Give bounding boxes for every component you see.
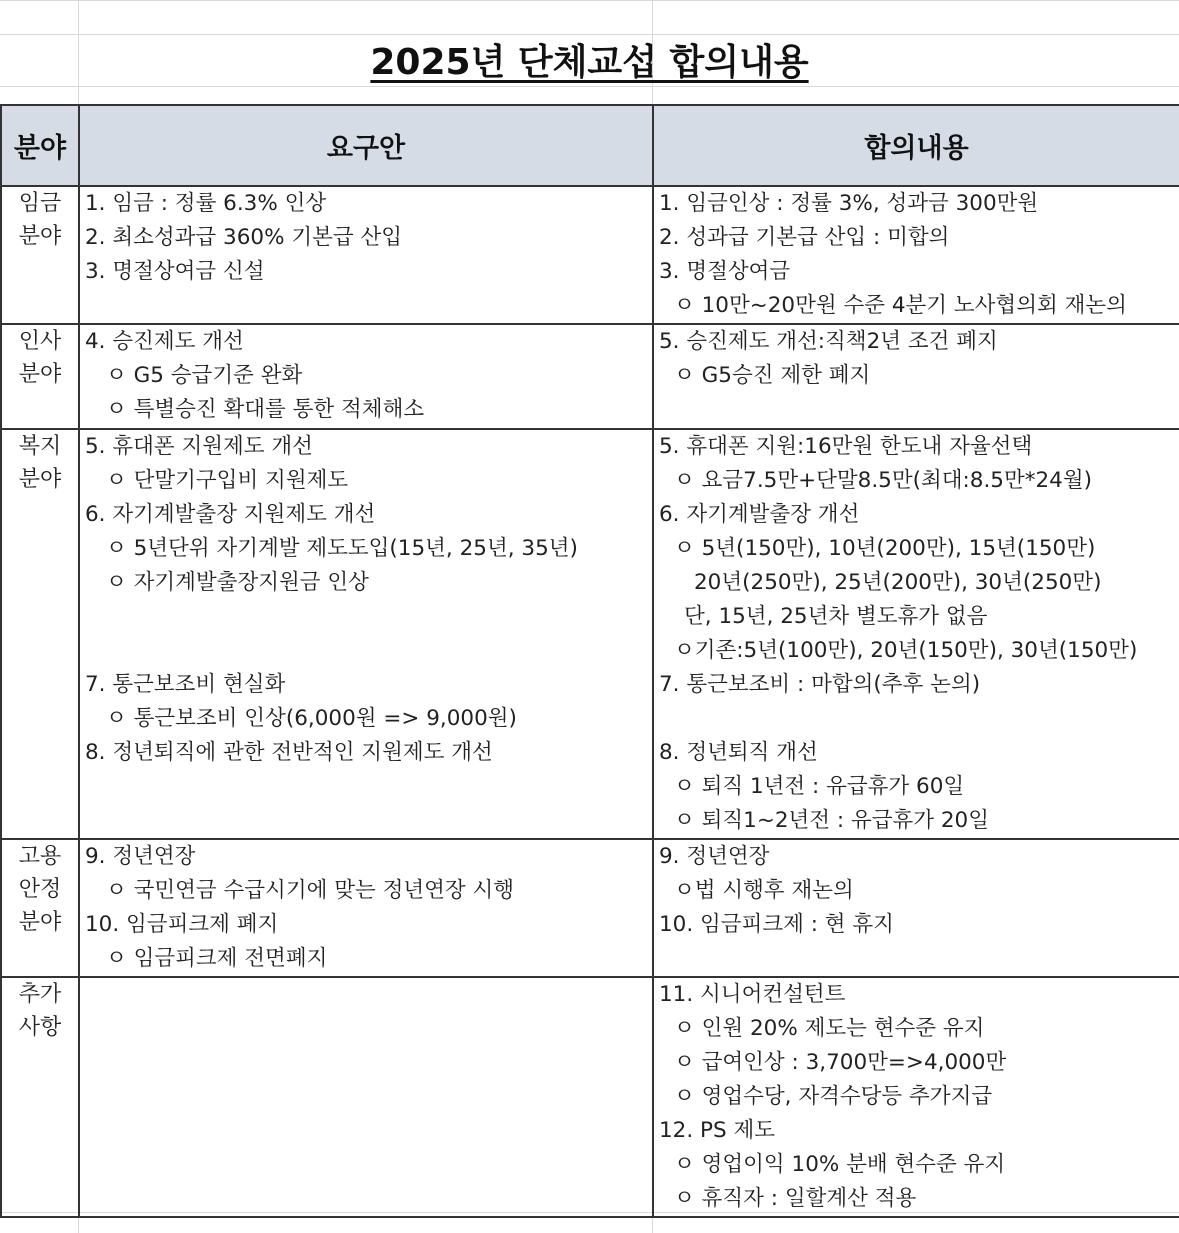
header-agreement: 합의내용 — [653, 105, 1179, 186]
gridline — [0, 0, 1179, 1]
blank-line — [654, 702, 1179, 736]
agreement-line: ㅇ 퇴직1~2년전 : 유급휴가 20일 — [674, 808, 990, 833]
demand-cell — [79, 324, 653, 429]
demand-line: ㅇ 임금피크제 전면폐지 — [106, 946, 328, 971]
document-title: 2025년 단체교섭 합의내용 — [370, 42, 809, 83]
agreement-line: ㅇ 인원 20% 제도는 현수준 유지 — [674, 1016, 985, 1041]
demand-cell — [79, 977, 653, 1217]
category-label: 복지 — [18, 434, 62, 459]
agreement-cell — [653, 839, 1179, 977]
demand-line: 4. 승진제도 개선 — [85, 329, 244, 354]
section-row-employment — [1, 839, 1179, 977]
gridline — [0, 86, 1179, 87]
demand-line: ㅇ 5년단위 자기계발 제도도입(15년, 25년, 35년) — [106, 536, 578, 561]
category-label: 분야 — [18, 362, 62, 387]
agreement-table — [0, 104, 1179, 1218]
demand-line: 6. 자기계발출장 지원제도 개선 — [85, 502, 376, 527]
agreement-line: 6. 자기계발출장 개선 — [659, 502, 860, 527]
category-label: 안정 — [18, 877, 62, 902]
demand-line: 3. 명절상여금 신설 — [85, 259, 265, 284]
category-cell — [1, 324, 79, 429]
agreement-line: 12. PS 제도 — [659, 1118, 776, 1143]
category-label: 분야 — [18, 224, 62, 249]
agreement-line: ㅇ법 시행후 재논의 — [674, 878, 854, 903]
agreement-line: 5. 휴대폰 지원:16만원 한도내 자율선택 — [659, 434, 1033, 459]
agreement-cell — [653, 977, 1179, 1217]
agreement-line: 8. 정년퇴직 개선 — [659, 740, 818, 765]
demand-line: 7. 통근보조비 현실화 — [85, 672, 286, 697]
agreement-line: 3. 명절상여금 — [659, 259, 791, 284]
agreement-line: ㅇ 10만~20만원 수준 4분기 노사협의회 재논의 — [674, 293, 1127, 318]
agreement-line: ㅇ기존:5년(100만), 20년(150만), 30년(150만) — [674, 638, 1138, 663]
demand-line: ㅇ 특별승진 확대를 통한 적체해소 — [106, 397, 425, 422]
category-label: 고용 — [18, 844, 62, 869]
agreement-line: ㅇ 영업수당, 자격수당등 추가지급 — [674, 1084, 993, 1109]
agreement-line: 2. 성과급 기본급 산입 : 미합의 — [659, 225, 950, 250]
agreement-cell — [653, 429, 1179, 839]
category-label: 임금 — [18, 191, 62, 216]
demand-line: 1. 임금 : 정률 6.3% 인상 — [85, 191, 327, 216]
section-row-wage — [1, 186, 1179, 324]
demand-line: 2. 최소성과급 360% 기본급 산입 — [85, 225, 403, 250]
agreement-line: ㅇ 5년(150만), 10년(200만), 15년(150만) — [674, 536, 1096, 561]
agreement-line: ㅇ 휴직자 : 일할계산 적용 — [674, 1186, 917, 1211]
category-label: 인사 — [18, 329, 62, 354]
agreement-line: ㅇ 영업이익 10% 분배 현수준 유지 — [674, 1152, 1006, 1177]
demand-line: ㅇ 통근보조비 인상(6,000원 => 9,000원) — [106, 706, 517, 731]
agreement-line: 5. 승진제도 개선:직책2년 조건 폐지 — [659, 329, 998, 354]
blank-line — [80, 634, 652, 668]
section-row-welfare — [1, 429, 1179, 839]
demand-line: ㅇ 자기계발출장지원금 인상 — [106, 570, 369, 595]
demand-cell — [79, 429, 653, 839]
agreement-line: 11. 시니어컨설턴트 — [659, 982, 846, 1007]
agreement-line: ㅇ 퇴직 1년전 : 유급휴가 60일 — [674, 774, 965, 799]
category-label: 분야 — [18, 467, 62, 492]
demand-line: 8. 정년퇴직에 관한 전반적인 지원제도 개선 — [85, 740, 493, 765]
agreement-line: 9. 정년연장 — [659, 844, 770, 869]
agreement-line: 10. 임금피크제 : 현 휴지 — [659, 912, 894, 937]
agreement-line: 단, 15년, 25년차 별도휴가 없음 — [684, 604, 988, 629]
demand-line: 5. 휴대폰 지원제도 개선 — [85, 434, 313, 459]
demand-line: ㅇ 단말기구입비 지원제도 — [106, 468, 349, 493]
table-header-row — [1, 105, 1179, 186]
category-label: 분야 — [18, 910, 62, 935]
agreement-line: ㅇ 요금7.5만+단말8.5만(최대:8.5만*24월) — [674, 468, 1093, 493]
demand-cell — [79, 186, 653, 324]
agreement-line: 1. 임금인상 : 정률 3%, 성과금 300만원 — [659, 191, 1039, 216]
section-row-additional — [1, 977, 1179, 1217]
demand-line: 9. 정년연장 — [85, 844, 196, 869]
agreement-line: 20년(250만), 25년(200만), 30년(250만) — [694, 570, 1102, 595]
header-demand: 요구안 — [79, 105, 653, 186]
demand-cell — [79, 839, 653, 977]
agreement-line: 7. 통근보조비 : 마합의(추후 논의) — [659, 672, 981, 697]
category-cell — [1, 839, 79, 977]
category-label: 사항 — [18, 1015, 62, 1040]
demand-line: ㅇ G5 승급기준 완화 — [106, 363, 303, 388]
section-row-hr — [1, 324, 1179, 429]
category-cell — [1, 186, 79, 324]
agreement-line: ㅇ G5승진 제한 폐지 — [674, 363, 871, 388]
category-label: 추가 — [18, 982, 62, 1007]
category-cell — [1, 429, 79, 839]
agreement-cell — [653, 324, 1179, 429]
header-category: 분야 — [1, 105, 79, 186]
demand-line: ㅇ 국민연금 수급시기에 맞는 정년연장 시행 — [106, 878, 515, 903]
agreement-line: ㅇ 급여인상 : 3,700만=>4,000만 — [674, 1050, 1007, 1075]
blank-line — [80, 600, 652, 634]
demand-line: 10. 임금피크제 폐지 — [85, 912, 279, 937]
category-cell — [1, 977, 79, 1217]
agreement-cell — [653, 186, 1179, 324]
